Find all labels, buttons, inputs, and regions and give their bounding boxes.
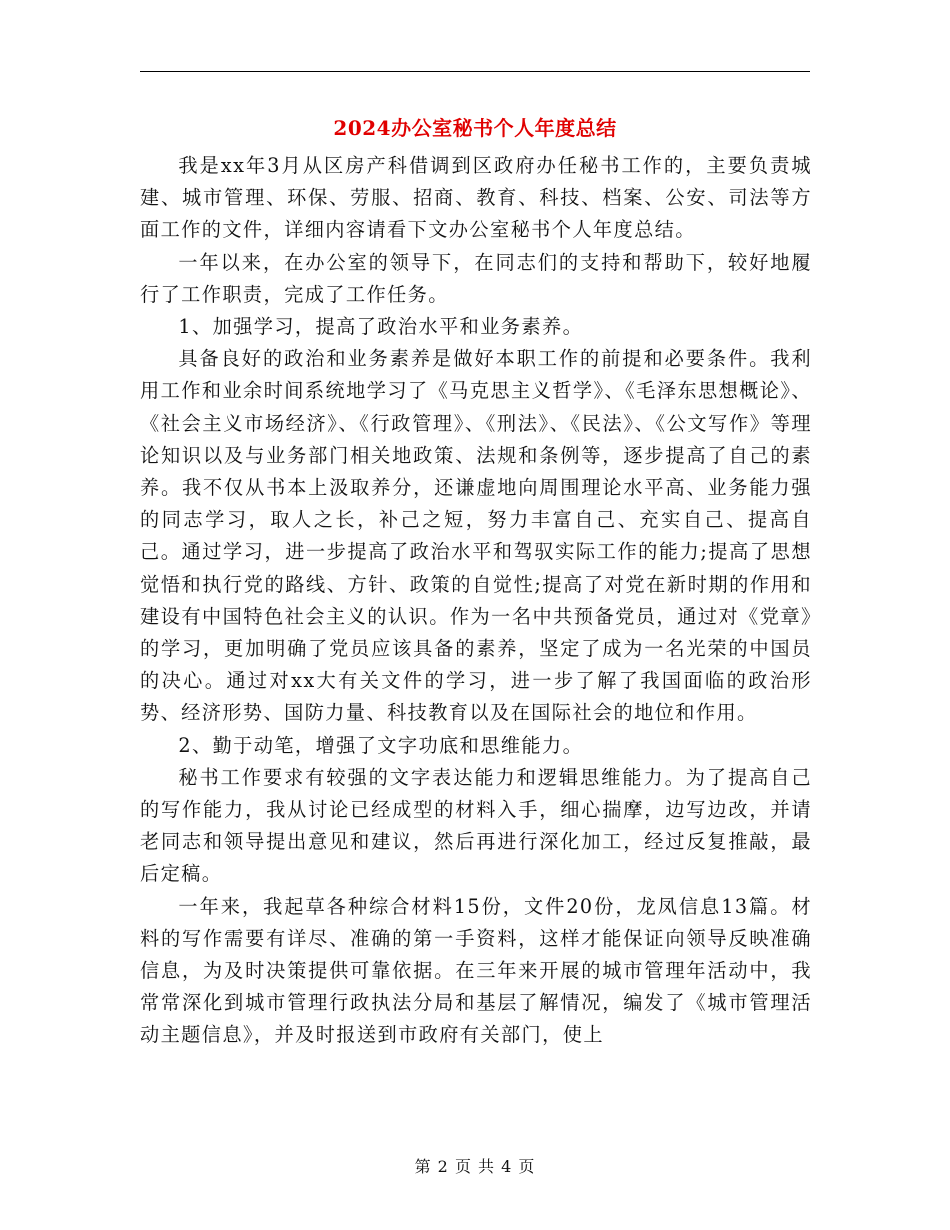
paragraph: 具备良好的政治和业务素养是做好本职工作的前提和必要条件。我利用工作和业余时间系统地学习了《马克思主义哲学》、《毛泽东思想概论》、《社会主义市场经济》、《行政管理》、《刑法》、《民法》、《公文写作》等理论知识以及与业务部门相关地政策、法规和条例等，逐步提高了自己的素养。我不仅从书本上汲取养分，还谦虚地向周围理论水平高、业务能力强的同志学习，取人之长，补己之短，努力丰富自己、充实自己、提高自己。通过学习，进一步提高了政治水平和驾驭实际工作的能力;提高了思想觉悟和执行党的路线、方针、政策的自觉性;提高了对党在新时期的作用和建设有中国特色社会主义的认识。作为一名中共预备党员，通过对《党章》的学习，更加明确了党员应该具备的素养，坚定了成为一名光荣的中国员的决心。通过对xx大有关文件的学习，进一步了解了我国面临的政治形势、经济形势、国防力量、科技教育以及在国际社会的地位和作用。 — [140, 347, 812, 725]
paragraph: 一年来，我起草各种综合材料15份，文件20份，龙凤信息13篇。材料的写作需要有详尽、准确的第一手资料，这样才能保证向领导反映准确信息，为及时决策提供可靠依据。在三年来开展的城市管理年活动中，我常常深化到城市管理行政执法分局和基层了解情况，编发了《城市管理活动主题信息》，并及时报送到市政府有关部门，使上 — [140, 894, 812, 1047]
page-number: 第 2 页 共 4 页 — [414, 1157, 536, 1176]
paragraph: 秘书工作要求有较强的文字表达能力和逻辑思维能力。为了提高自己的写作能力，我从讨论已经成型的材料入手，细心揣摩，边写边改，并请老同志和领导提出意见和建议，然后再进行深化加工，经过反复推敲，最后定稿。 — [140, 765, 812, 886]
document-title: 2024办公室秘书个人年度总结 — [333, 116, 617, 140]
section-heading: 2、勤于动笔，增强了文字功底和思维能力。 — [178, 733, 584, 757]
header-rule — [140, 71, 810, 72]
section-heading: 1、加强学习，提高了政治水平和业务素养。 — [178, 315, 584, 339]
document-body — [140, 150, 812, 1052]
paragraph: 一年以来，在办公室的领导下，在同志们的支持和帮助下，较好地履行了工作职责，完成了工作任务。 — [140, 250, 812, 306]
paragraph: 我是xx年3月从区房产科借调到区政府办任秘书工作的，主要负责城建、城市管理、环保、劳服、招商、教育、科技、档案、公安、司法等方面工作的文件，详细内容请看下文办公室秘书个人年度总结。 — [140, 154, 812, 242]
